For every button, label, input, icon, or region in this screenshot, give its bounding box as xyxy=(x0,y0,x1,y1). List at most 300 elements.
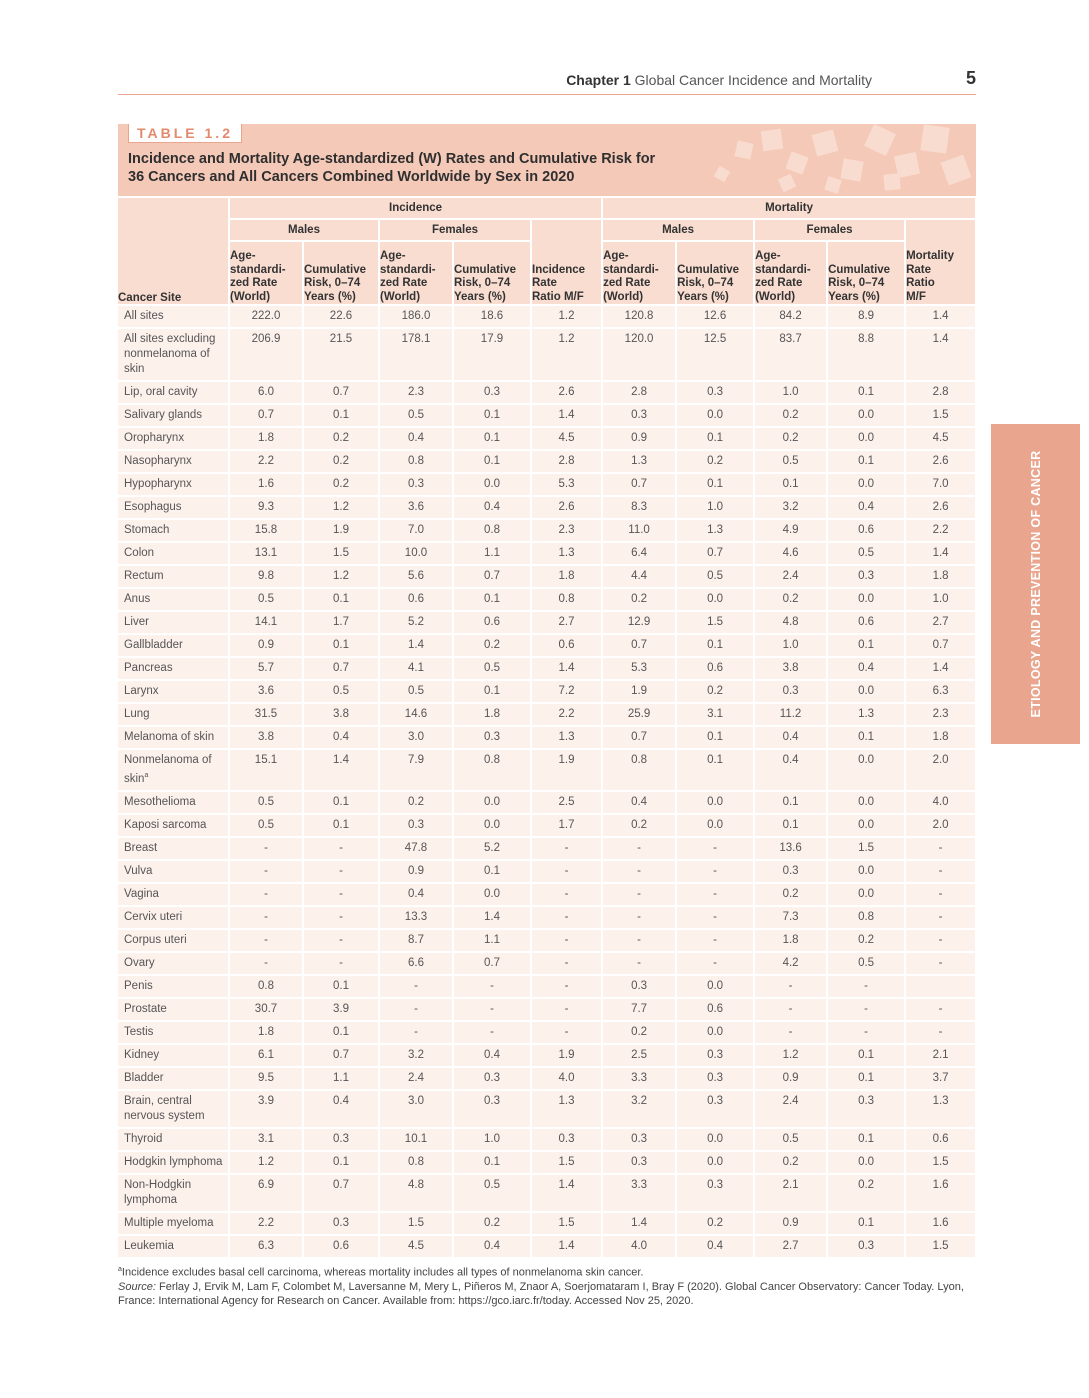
cell-cancer-site: Bladder xyxy=(118,1067,229,1090)
cell-inc-female-cum: 1.0 xyxy=(453,1128,531,1151)
cell-mort-male-cum: 0.1 xyxy=(676,473,754,496)
cell-cancer-site: Nasopharynx xyxy=(118,450,229,473)
cell-mort-female-cum: 0.6 xyxy=(827,611,905,634)
cell-inc-male-cum: 0.7 xyxy=(303,381,379,404)
cell-mort-male-asr: 11.0 xyxy=(602,519,676,542)
cell-inc-male-asr: - xyxy=(229,952,303,975)
cell-mort-rate-ratio: 0.6 xyxy=(905,1128,976,1151)
cell-inc-male-cum: 1.9 xyxy=(303,519,379,542)
cell-inc-male-asr: 9.8 xyxy=(229,565,303,588)
cell-inc-female-asr: 3.0 xyxy=(379,1090,453,1128)
cell-mort-female-asr: 0.2 xyxy=(754,588,827,611)
cell-cancer-site: Vulva xyxy=(118,860,229,883)
cell-mort-female-asr: 84.2 xyxy=(754,305,827,328)
cell-inc-male-asr: 30.7 xyxy=(229,998,303,1021)
cell-inc-rate-ratio: 1.5 xyxy=(531,1212,602,1235)
cell-inc-male-asr: 14.1 xyxy=(229,611,303,634)
cell-inc-female-cum: 0.5 xyxy=(453,657,531,680)
cell-mort-male-asr: 0.3 xyxy=(602,975,676,998)
cell-inc-female-asr: 1.4 xyxy=(379,634,453,657)
cell-mort-female-asr: 4.9 xyxy=(754,519,827,542)
cell-cancer-site: Gallbladder xyxy=(118,634,229,657)
cell-mort-female-cum: 8.8 xyxy=(827,328,905,381)
cell-mort-male-cum: 0.2 xyxy=(676,680,754,703)
decorative-pattern xyxy=(696,124,976,196)
cell-inc-male-asr: - xyxy=(229,883,303,906)
cell-inc-male-asr: 5.7 xyxy=(229,657,303,680)
cell-inc-rate-ratio: 1.3 xyxy=(531,542,602,565)
header-asr: Age- standardi- zed Rate (World) xyxy=(602,241,676,305)
table-row xyxy=(118,975,976,998)
cell-inc-female-cum: - xyxy=(453,998,531,1021)
cell-mort-rate-ratio: 2.6 xyxy=(905,496,976,519)
cell-cancer-site: Melanoma of skin xyxy=(118,726,229,749)
cell-inc-female-cum: 0.4 xyxy=(453,1044,531,1067)
cell-inc-rate-ratio: 1.4 xyxy=(531,1174,602,1212)
cell-mort-male-cum: 1.5 xyxy=(676,611,754,634)
cell-inc-male-asr: 9.5 xyxy=(229,1067,303,1090)
cell-mort-female-cum: 0.8 xyxy=(827,906,905,929)
cell-inc-female-cum: 0.4 xyxy=(453,1235,531,1258)
cell-inc-male-asr: - xyxy=(229,837,303,860)
cell-inc-male-cum: 3.9 xyxy=(303,998,379,1021)
cell-mort-female-asr: 1.0 xyxy=(754,634,827,657)
cell-mort-female-asr: 0.2 xyxy=(754,404,827,427)
cell-inc-rate-ratio: - xyxy=(531,1021,602,1044)
cell-mort-male-asr: 1.9 xyxy=(602,680,676,703)
table-row xyxy=(118,328,976,381)
cell-mort-male-asr: 5.3 xyxy=(602,657,676,680)
cell-mort-male-asr: - xyxy=(602,860,676,883)
cell-inc-rate-ratio: - xyxy=(531,975,602,998)
cell-inc-female-asr: 2.4 xyxy=(379,1067,453,1090)
cell-inc-female-cum: 0.1 xyxy=(453,860,531,883)
cell-mort-rate-ratio: - xyxy=(905,906,976,929)
table-title-line2: 36 Cancers and All Cancers Combined Worldwide by Sex in 2020 xyxy=(128,169,575,185)
cell-mort-female-cum: 0.2 xyxy=(827,929,905,952)
cell-inc-female-asr: 3.2 xyxy=(379,1044,453,1067)
header-cumulative-risk: Cumulative Risk, 0–74 Years (%) xyxy=(827,241,905,305)
cell-inc-male-asr: - xyxy=(229,906,303,929)
cell-inc-male-asr: 0.7 xyxy=(229,404,303,427)
section-side-tab-label: ETIOLOGY AND PREVENTION OF CANCER xyxy=(1028,450,1043,718)
cell-mort-male-cum: 0.1 xyxy=(676,726,754,749)
cell-mort-male-cum: 0.3 xyxy=(676,1090,754,1128)
cell-mort-female-asr: 0.1 xyxy=(754,791,827,814)
cell-mort-female-asr: 7.3 xyxy=(754,906,827,929)
cell-mort-male-cum: 0.4 xyxy=(676,1235,754,1258)
cell-inc-female-asr: 0.6 xyxy=(379,588,453,611)
cell-mort-male-asr: 4.4 xyxy=(602,565,676,588)
table-row xyxy=(118,998,976,1021)
footnote-note: $^a$Incidence excludes basal cell carcinoma, whereas mortality includes all types of nonmelanoma skin cancer. xyxy=(118,1266,644,1279)
cell-cancer-site: Testis xyxy=(118,1021,229,1044)
cell-inc-male-cum: 0.1 xyxy=(303,791,379,814)
cell-mort-female-cum: 0.1 xyxy=(827,1067,905,1090)
cell-mort-rate-ratio: 1.3 xyxy=(905,1090,976,1128)
cell-mort-female-cum: - xyxy=(827,1021,905,1044)
cell-cancer-site: Ovary xyxy=(118,952,229,975)
cell-inc-male-cum: - xyxy=(303,883,379,906)
cell-mort-male-cum: 1.0 xyxy=(676,496,754,519)
cell-inc-female-asr: 6.6 xyxy=(379,952,453,975)
table-row xyxy=(118,929,976,952)
cell-mort-rate-ratio: 2.0 xyxy=(905,749,976,791)
cell-inc-male-cum: 0.2 xyxy=(303,473,379,496)
cell-inc-female-cum: 0.2 xyxy=(453,1212,531,1235)
cell-inc-male-cum: 0.6 xyxy=(303,1235,379,1258)
cell-mort-male-asr: - xyxy=(602,929,676,952)
cell-inc-female-cum: 0.6 xyxy=(453,611,531,634)
cell-inc-rate-ratio: - xyxy=(531,883,602,906)
cell-inc-male-asr: 1.6 xyxy=(229,473,303,496)
cell-cancer-site: All sites excluding nonmelanoma of skin xyxy=(118,328,229,381)
cell-mort-male-asr: 120.8 xyxy=(602,305,676,328)
cell-inc-female-asr: 13.3 xyxy=(379,906,453,929)
cell-inc-female-cum: 0.3 xyxy=(453,1090,531,1128)
cell-inc-rate-ratio: 1.5 xyxy=(531,1151,602,1174)
cell-inc-male-cum: 0.7 xyxy=(303,1044,379,1067)
cell-mort-rate-ratio: 1.0 xyxy=(905,588,976,611)
cell-inc-rate-ratio: 1.3 xyxy=(531,1090,602,1128)
cell-mort-female-asr: 2.7 xyxy=(754,1235,827,1258)
cell-mort-female-asr: 4.8 xyxy=(754,611,827,634)
cell-inc-male-asr: 13.1 xyxy=(229,542,303,565)
cell-inc-female-asr: 14.6 xyxy=(379,703,453,726)
cell-cancer-site: Colon xyxy=(118,542,229,565)
cell-mort-male-asr: 12.9 xyxy=(602,611,676,634)
table-row xyxy=(118,703,976,726)
cell-inc-rate-ratio: 1.4 xyxy=(531,657,602,680)
cell-inc-female-asr: 0.9 xyxy=(379,860,453,883)
table-row xyxy=(118,1044,976,1067)
cell-inc-male-cum: 21.5 xyxy=(303,328,379,381)
footnote-source: Source: Ferlay J, Ervik M, Lam F, Colombet M, Laversanne M, Mery L, Piñeros M, Znaor A, Soerjomataram I, Bray F (2020). Global Cancer Observatory: Cancer Today. Lyon, France: International Agency for Research on Cancer. Available from: https://gco.iarc.fr/today. Accessed Nov 25, 2020. xyxy=(118,1280,964,1307)
cell-cancer-site: Thyroid xyxy=(118,1128,229,1151)
cell-mort-male-asr: 1.4 xyxy=(602,1212,676,1235)
cell-mort-female-asr: 0.3 xyxy=(754,680,827,703)
cell-cancer-site: Cervix uteri xyxy=(118,906,229,929)
cell-inc-male-cum: 1.5 xyxy=(303,542,379,565)
cell-mort-female-cum: 0.5 xyxy=(827,542,905,565)
cell-inc-female-asr: 7.0 xyxy=(379,519,453,542)
cell-mort-female-asr: - xyxy=(754,975,827,998)
header-mortality-rate-ratio: Mortality Rate Ratio M/F xyxy=(905,219,976,305)
cell-mort-female-asr: 0.1 xyxy=(754,473,827,496)
cell-mort-rate-ratio: - xyxy=(905,929,976,952)
cell-mort-rate-ratio: 1.5 xyxy=(905,404,976,427)
cell-mort-female-asr: 1.2 xyxy=(754,1044,827,1067)
cell-inc-male-cum: 0.1 xyxy=(303,404,379,427)
cell-mort-male-cum: 0.0 xyxy=(676,588,754,611)
cell-mort-male-asr: 25.9 xyxy=(602,703,676,726)
header-incidence: Incidence xyxy=(229,198,602,219)
cell-inc-rate-ratio: 0.6 xyxy=(531,634,602,657)
cell-mort-female-cum: - xyxy=(827,975,905,998)
cell-inc-female-asr: 0.8 xyxy=(379,450,453,473)
cell-mort-rate-ratio: - xyxy=(905,952,976,975)
cell-inc-female-asr: 3.0 xyxy=(379,726,453,749)
cell-mort-male-cum: 0.6 xyxy=(676,998,754,1021)
cell-inc-female-cum: 0.7 xyxy=(453,565,531,588)
cell-cancer-site: Pancreas xyxy=(118,657,229,680)
chapter-label: Chapter 1 xyxy=(566,72,631,88)
header-cumulative-risk: Cumulative Risk, 0–74 Years (%) xyxy=(676,241,754,305)
cell-mort-male-cum: 0.3 xyxy=(676,1174,754,1212)
cell-mort-rate-ratio: 1.6 xyxy=(905,1174,976,1212)
cell-mort-female-asr: 0.5 xyxy=(754,1128,827,1151)
cell-mort-male-cum: 0.3 xyxy=(676,1044,754,1067)
cell-inc-rate-ratio: 1.8 xyxy=(531,565,602,588)
cell-inc-female-asr: 4.8 xyxy=(379,1174,453,1212)
table-row xyxy=(118,588,976,611)
cell-mort-rate-ratio: 1.4 xyxy=(905,657,976,680)
cell-inc-male-cum: 0.5 xyxy=(303,680,379,703)
cell-inc-rate-ratio: - xyxy=(531,952,602,975)
table-row xyxy=(118,1212,976,1235)
cell-inc-male-cum: 0.1 xyxy=(303,634,379,657)
cell-inc-male-asr: 6.9 xyxy=(229,1174,303,1212)
cell-mort-female-cum: 0.0 xyxy=(827,404,905,427)
cell-inc-rate-ratio: 2.6 xyxy=(531,496,602,519)
cell-inc-rate-ratio: - xyxy=(531,860,602,883)
cell-cancer-site: Liver xyxy=(118,611,229,634)
cell-inc-male-asr: 0.5 xyxy=(229,791,303,814)
cell-inc-rate-ratio: 2.3 xyxy=(531,519,602,542)
cell-cancer-site: Kidney xyxy=(118,1044,229,1067)
cell-cancer-site: Anus xyxy=(118,588,229,611)
cell-mort-male-asr: 0.3 xyxy=(602,404,676,427)
cell-mort-female-cum: 8.9 xyxy=(827,305,905,328)
cell-inc-rate-ratio: 1.9 xyxy=(531,1044,602,1067)
cell-mort-male-asr: - xyxy=(602,837,676,860)
table-row xyxy=(118,542,976,565)
cell-mort-rate-ratio: 3.7 xyxy=(905,1067,976,1090)
table-title-line1: Incidence and Mortality Age-standardized (W) Rates and Cumulative Risk for xyxy=(128,151,656,167)
cell-cancer-site: Esophagus xyxy=(118,496,229,519)
cell-inc-male-asr: 222.0 xyxy=(229,305,303,328)
cell-mort-rate-ratio: 4.0 xyxy=(905,791,976,814)
table-row xyxy=(118,1174,976,1212)
cell-mort-rate-ratio: 6.3 xyxy=(905,680,976,703)
cell-mort-female-cum: 0.1 xyxy=(827,1212,905,1235)
cell-inc-male-cum: - xyxy=(303,929,379,952)
cell-inc-male-asr: 0.8 xyxy=(229,975,303,998)
cell-inc-male-cum: 1.7 xyxy=(303,611,379,634)
cell-inc-rate-ratio: 2.7 xyxy=(531,611,602,634)
table-row xyxy=(118,906,976,929)
header-incidence-females: Females xyxy=(379,219,531,241)
cell-mort-male-asr: 3.2 xyxy=(602,1090,676,1128)
cell-inc-male-cum: 0.2 xyxy=(303,427,379,450)
cell-mort-male-asr: - xyxy=(602,952,676,975)
cell-inc-male-cum: 0.2 xyxy=(303,450,379,473)
cell-mort-female-cum: - xyxy=(827,998,905,1021)
cell-inc-male-cum: - xyxy=(303,906,379,929)
cell-mort-female-asr: 0.9 xyxy=(754,1067,827,1090)
cell-mort-male-cum: 1.3 xyxy=(676,519,754,542)
cell-mort-male-cum: 0.0 xyxy=(676,1021,754,1044)
cell-inc-female-asr: 0.4 xyxy=(379,883,453,906)
cell-mort-male-asr: 7.7 xyxy=(602,998,676,1021)
cell-inc-rate-ratio: 1.4 xyxy=(531,1235,602,1258)
cell-cancer-site: Leukemia xyxy=(118,1235,229,1258)
cell-mort-male-cum: 0.0 xyxy=(676,1128,754,1151)
cell-inc-male-asr: 6.3 xyxy=(229,1235,303,1258)
cell-mort-male-asr: 0.7 xyxy=(602,634,676,657)
cell-mort-male-cum: 0.3 xyxy=(676,381,754,404)
cell-mort-male-cum: - xyxy=(676,837,754,860)
cell-cancer-site: All sites xyxy=(118,305,229,328)
table-row xyxy=(118,883,976,906)
cell-cancer-site: Larynx xyxy=(118,680,229,703)
cell-mort-female-cum: 1.3 xyxy=(827,703,905,726)
cell-mort-female-cum: 0.0 xyxy=(827,473,905,496)
cell-inc-male-asr: 1.8 xyxy=(229,1021,303,1044)
cell-mort-male-asr: 1.3 xyxy=(602,450,676,473)
cell-mort-rate-ratio: 1.4 xyxy=(905,328,976,381)
cell-inc-male-cum: 0.1 xyxy=(303,975,379,998)
cell-mort-rate-ratio: - xyxy=(905,998,976,1021)
cell-cancer-site: Penis xyxy=(118,975,229,998)
cell-mort-female-cum: 0.2 xyxy=(827,1174,905,1212)
table-row xyxy=(118,611,976,634)
cell-cancer-site: Hodgkin lymphoma xyxy=(118,1151,229,1174)
cell-inc-male-asr: 0.9 xyxy=(229,634,303,657)
cell-inc-female-asr: 5.6 xyxy=(379,565,453,588)
cell-inc-female-asr: 0.3 xyxy=(379,473,453,496)
table-row xyxy=(118,837,976,860)
table-row xyxy=(118,1151,976,1174)
cell-mort-male-asr: 0.2 xyxy=(602,588,676,611)
table-row xyxy=(118,1067,976,1090)
cancer-rates-table xyxy=(118,198,977,1259)
table-row xyxy=(118,519,976,542)
cell-cancer-site: Mesothelioma xyxy=(118,791,229,814)
cell-cancer-site: Brain, central nervous system xyxy=(118,1090,229,1128)
header-asr: Age- standardi- zed Rate (World) xyxy=(229,241,303,305)
cell-cancer-site: Prostate xyxy=(118,998,229,1021)
cell-mort-rate-ratio: 2.7 xyxy=(905,611,976,634)
cell-mort-male-cum: 0.1 xyxy=(676,749,754,791)
cell-mort-male-asr: 0.7 xyxy=(602,473,676,496)
cell-mort-male-cum: 0.3 xyxy=(676,1067,754,1090)
cell-mort-female-cum: 0.0 xyxy=(827,1151,905,1174)
table-header-banner xyxy=(118,124,976,196)
table-row xyxy=(118,657,976,680)
cell-inc-female-asr: 5.2 xyxy=(379,611,453,634)
cell-inc-male-asr: - xyxy=(229,860,303,883)
cell-inc-female-asr: 10.0 xyxy=(379,542,453,565)
table-row xyxy=(118,1090,976,1128)
cell-mort-rate-ratio: - xyxy=(905,837,976,860)
cell-mort-female-asr: 1.0 xyxy=(754,381,827,404)
cell-inc-female-cum: 0.1 xyxy=(453,404,531,427)
cell-mort-male-cum: 0.2 xyxy=(676,1212,754,1235)
cell-inc-male-asr: - xyxy=(229,929,303,952)
cell-mort-male-asr: 8.3 xyxy=(602,496,676,519)
cell-inc-female-asr: 178.1 xyxy=(379,328,453,381)
cell-inc-rate-ratio: - xyxy=(531,929,602,952)
cell-inc-male-asr: 9.3 xyxy=(229,496,303,519)
cell-cancer-site: Salivary glands xyxy=(118,404,229,427)
cell-inc-rate-ratio: 5.3 xyxy=(531,473,602,496)
cell-mort-male-cum: 0.0 xyxy=(676,814,754,837)
cell-inc-rate-ratio: 2.5 xyxy=(531,791,602,814)
cell-inc-male-asr: 206.9 xyxy=(229,328,303,381)
cell-cancer-site: Corpus uteri xyxy=(118,929,229,952)
cell-cancer-site: Vagina xyxy=(118,883,229,906)
cell-mort-rate-ratio: 1.6 xyxy=(905,1212,976,1235)
cell-mort-female-cum: 0.1 xyxy=(827,634,905,657)
cell-mort-female-asr: 3.8 xyxy=(754,657,827,680)
cell-mort-rate-ratio: 1.8 xyxy=(905,565,976,588)
cell-mort-male-asr: 0.7 xyxy=(602,726,676,749)
cell-mort-female-cum: 1.5 xyxy=(827,837,905,860)
cell-inc-male-cum: 0.3 xyxy=(303,1128,379,1151)
cell-mort-female-cum: 0.0 xyxy=(827,860,905,883)
cell-inc-female-cum: 0.8 xyxy=(453,519,531,542)
cell-inc-female-asr: 47.8 xyxy=(379,837,453,860)
table-row xyxy=(118,1235,976,1258)
cell-inc-male-cum: 0.7 xyxy=(303,1174,379,1212)
cell-mort-male-cum: 0.0 xyxy=(676,791,754,814)
cell-mort-male-cum: 0.1 xyxy=(676,634,754,657)
cell-inc-female-asr: 0.5 xyxy=(379,404,453,427)
cell-inc-female-asr: 3.6 xyxy=(379,496,453,519)
cell-inc-female-cum: 0.0 xyxy=(453,883,531,906)
running-header xyxy=(118,66,976,95)
cell-inc-male-cum: 1.2 xyxy=(303,496,379,519)
cell-mort-male-asr: - xyxy=(602,883,676,906)
cell-inc-female-cum: 0.1 xyxy=(453,680,531,703)
section-side-tab xyxy=(991,424,1080,744)
header-cumulative-risk: Cumulative Risk, 0–74 Years (%) xyxy=(303,241,379,305)
table-row xyxy=(118,749,976,791)
cell-inc-male-asr: 3.9 xyxy=(229,1090,303,1128)
cell-mort-male-cum: 3.1 xyxy=(676,703,754,726)
cell-mort-male-cum: - xyxy=(676,929,754,952)
chapter-title: Global Cancer Incidence and Mortality xyxy=(634,72,872,88)
cell-mort-male-asr: 120.0 xyxy=(602,328,676,381)
cell-mort-female-asr: 3.2 xyxy=(754,496,827,519)
cell-inc-female-cum: 1.4 xyxy=(453,906,531,929)
cell-inc-male-cum: 3.8 xyxy=(303,703,379,726)
cell-inc-female-cum: 0.0 xyxy=(453,814,531,837)
cell-inc-female-cum: 0.3 xyxy=(453,1067,531,1090)
cell-mort-rate-ratio: - xyxy=(905,883,976,906)
cell-inc-female-cum: 1.8 xyxy=(453,703,531,726)
cell-mort-rate-ratio: 4.5 xyxy=(905,427,976,450)
cell-cancer-site: Stomach xyxy=(118,519,229,542)
cell-mort-female-cum: 0.0 xyxy=(827,427,905,450)
header-mortality-males: Males xyxy=(602,219,754,241)
table-row xyxy=(118,814,976,837)
cell-inc-male-cum: 1.1 xyxy=(303,1067,379,1090)
cell-mort-female-cum: 0.1 xyxy=(827,1128,905,1151)
cell-inc-male-cum: - xyxy=(303,860,379,883)
table-row xyxy=(118,1021,976,1044)
cell-mort-female-asr: 0.4 xyxy=(754,726,827,749)
cell-inc-male-cum: 1.4 xyxy=(303,749,379,791)
table-row xyxy=(118,726,976,749)
cell-inc-male-cum: 0.1 xyxy=(303,814,379,837)
cell-mort-rate-ratio: - xyxy=(905,1021,976,1044)
table-row xyxy=(118,450,976,473)
cell-inc-female-cum: 0.1 xyxy=(453,588,531,611)
cell-inc-female-asr: - xyxy=(379,975,453,998)
header-cumulative-risk: Cumulative Risk, 0–74 Years (%) xyxy=(453,241,531,305)
